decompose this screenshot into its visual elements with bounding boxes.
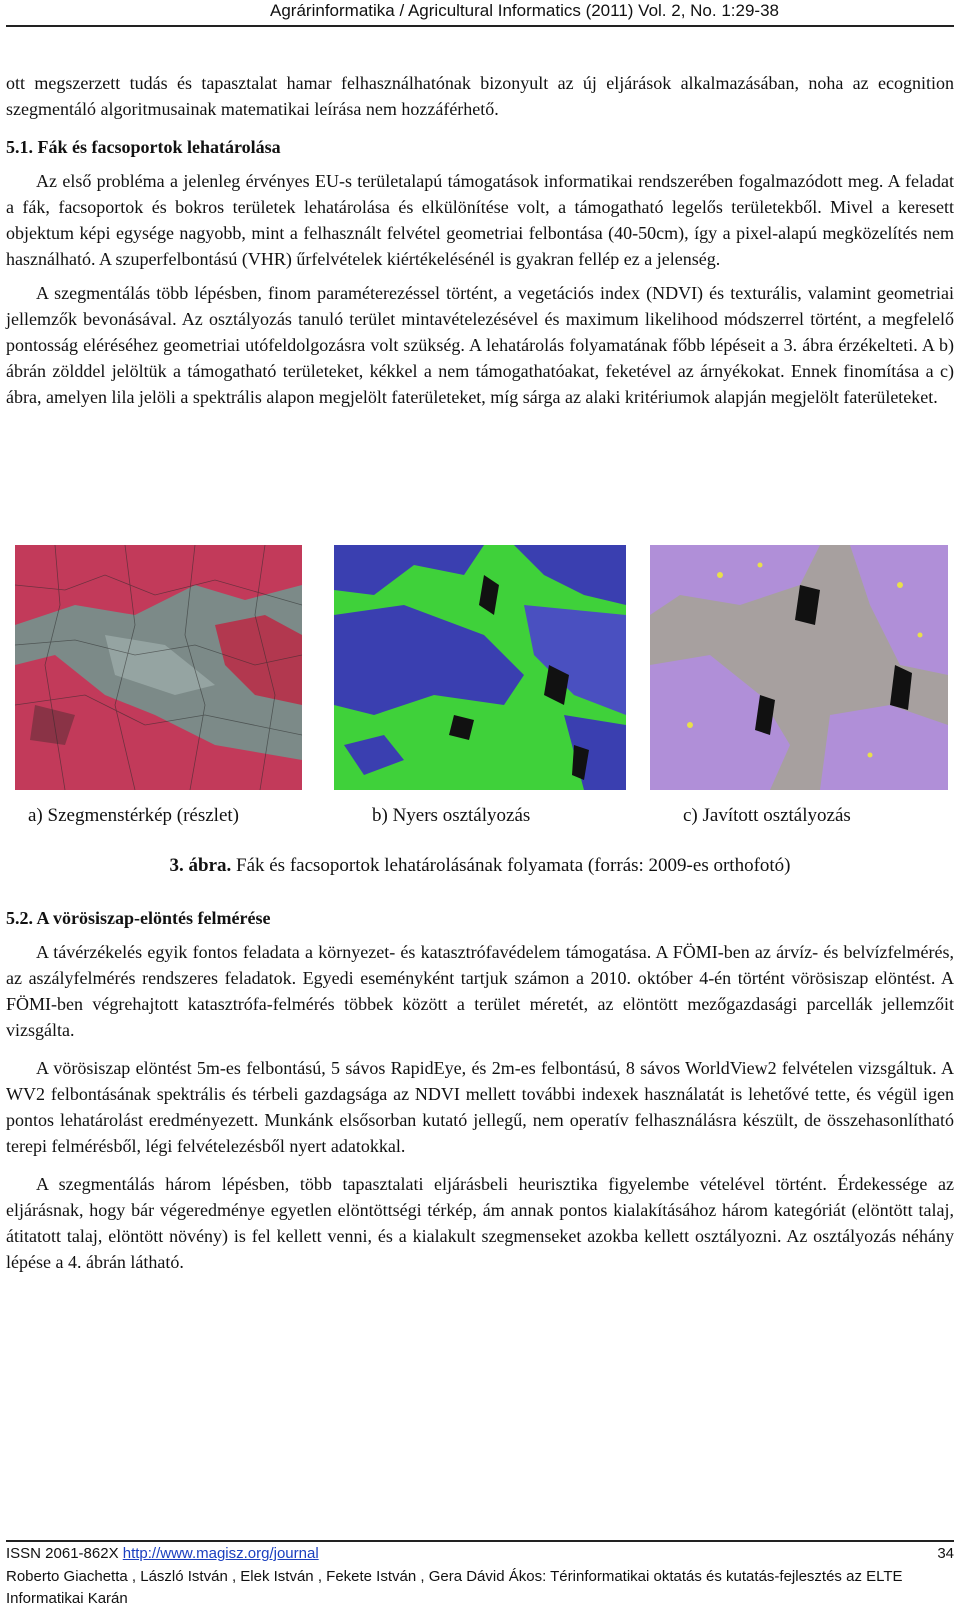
section-5-2-heading: 5.2. A vörösiszap-elöntés felmérése [6, 908, 271, 928]
section-5-2-paragraph-1: A távérzékelés egyik fontos feladata a környezet- és katasztrófavédelem támogatása. A FÖMI-ben az árvíz- és belvízfelmérés, az aszályfelmérés rendszeres feladatok. Egyedi eseményként tartjuk számon a 2010. október 4-én történt vörösiszap elöntést. A FÖMI-ben végrehajtott katasztrófa-felmérés többek között a terület méretét, az elöntött mezőgazdasági parcellák jellemzőit vizsgálta. [6, 942, 954, 1040]
running-title: Agrárinformatika / Agricultural Informatics (2011) Vol. 2, No. 1:29-38 [270, 1, 779, 20]
caption-number: 3. ábra. [169, 855, 232, 876]
section-5-1-paragraph-1: Az első probléma a jelenleg érvényes EU-s területalapú támogatások informatikai rendszerében fogalmazódott meg. A feladat a fák, facsoportok és bokros területek lehatárolása és elkülönítése volt, a támogatható legelős területekből. Mivel a keresett objektum képi egysége nagyobb, mint a felhasznált felvétel geometriai felbontása (40-50cm), így a pixel-alapú megközelítés nem használható. A szuperfelbontású (VHR) űrfelvételek kiértékelésénél is gyakran fellép ez a jelenség. [6, 171, 954, 269]
section-5-1-paragraph-2: A szegmentálás több lépésben, finom paraméterezéssel történt, a vegetációs index (NDVI) és texturális, valamint geometriai jellemzők bevonásával. Az osztályozás tanuló terület mintavételezésével és maximum likelihood módszerrel történt, a megfelelő pontosság eléréséhez geometriai utófeldolgozásra volt szükség. A lehatárolás folyamatának főbb lépéseit a 3. ábra érzékelteti. A b) ábrán zölddel jelöltük a támogatható területeket, kékkel a nem támogathatóakat, feketével az árnyékokat. Ennek finomítása a c) ábra, amelyen lila jelöli a spektrális alapon megjelölt faterületeket, míg sárga az alaki kritériumok alapján megjelölt faterületeket. [6, 283, 954, 407]
figure-sublabels [6, 805, 954, 835]
sublabel-c: c) Javított osztályozás [683, 805, 851, 826]
improved-classification-image [650, 545, 948, 790]
section-5-2 [6, 905, 954, 1275]
page-footer [6, 1540, 954, 1610]
issn-text: ISSN 2061-862X [6, 1545, 123, 1562]
section-5-2-paragraph-3: A szegmentálás három lépésben, több tapasztalati eljárásbeli heurisztika figyelembe vételével történt. Érdekessége az eljárásnak, hogy bár végeredménye egyetlen elöntöttségi térkép, ám annak pontos kialakításához három kategóriát (elöntött talaj, átitatott talaj, elöntött növény) is fel kellett venni, és a kialakult szegmenseket azokba kellett osztályozni. Az osztályozás néhány lépése a 4. ábrán látható. [6, 1174, 954, 1272]
figure-caption [6, 855, 954, 877]
caption-text: Fák és facsoportok lehatárolásának folyamata (forrás: 2009-es orthofotó) [231, 855, 791, 876]
running-header [6, 0, 954, 27]
sublabel-b: b) Nyers osztályozás [372, 805, 531, 826]
page-number: 34 [937, 1545, 954, 1562]
intro-paragraph: ott megszerzett tudás és tapasztalat hamar felhasználhatónak bizonyult az új eljárások alkalmazásában, noha az ecognition szegmentáló algoritmusainak matematikai leírása nem hozzáférhető. [6, 73, 954, 119]
journal-link[interactable]: http://www.magisz.org/journal [122, 1545, 319, 1562]
segment-map-image [15, 545, 302, 790]
section-5-1-heading: 5.1. Fák és facsoportok lehatárolása [6, 137, 281, 157]
article-body [6, 70, 954, 410]
footer-authors: Roberto Giachetta , László István , Elek István , Fekete István , Gera Dávid Ákos: Térinformatikai oktatás és kutatás-fejlesztés az ELTE Informatikai Karán [6, 1568, 903, 1607]
figure-3 [6, 545, 954, 795]
raw-classification-image [334, 545, 626, 790]
sublabel-a: a) Szegmenstérkép (részlet) [28, 805, 240, 826]
section-5-2-paragraph-2: A vörösiszap elöntést 5m-es felbontású, 5 sávos RapidEye, és 2m-es felbontású, 8 sávos WorldView2 felvételen vizsgáltuk. A WV2 felbontásának spektrális és térbeli gazdagsága az NDVI mellett további indexek használatát is lehetővé tette, és végül igen pontos lehatárolást eredményezett. Munkánk elsősorban kutató jellegű, nem operatív felhasználásra készült, de összehasonlítható terepi felmérésből, légi felvételezésből nyert adatokkal. [6, 1058, 954, 1156]
